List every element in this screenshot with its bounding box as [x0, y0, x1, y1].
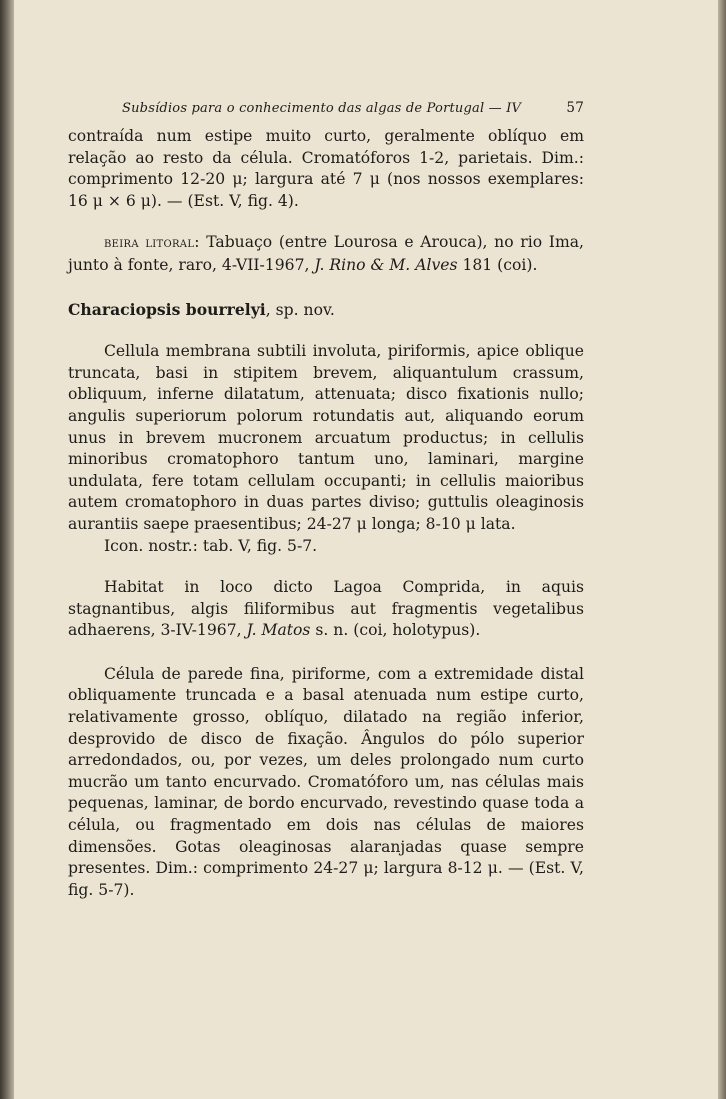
book-page: [14, 0, 718, 1099]
habitat-tail: s. n. (coi, holotypus).: [310, 621, 481, 640]
species-heading: [68, 299, 584, 322]
portuguese-description: Célula de parede fina, piriforme, com a extremidade distal obliquamente truncada e a basal atenuada num estipe curto, relativamente grosso, oblíquo, dilatado na região inferior, desprovido de disco de fixação. Ângulos do pólo superior arredondados, ou, por vezes, um deles prolongado num curto mucrão um tanto encurvado. Cromatóforo um, nas células mais pequenas, laminar, de bordo encurvado, revestindo quase toda a célula, ou fragmentado em dois nas células de maiores dimensões. Gotas oleaginosas alaranjadas quase sempre presentes. Dim.: comprimento 24-27 μ; largura 8-12 μ. — (Est. V, fig. 5-7).: [68, 664, 584, 899]
species-suffix: , sp. nov.: [265, 300, 335, 319]
continued-paragraph: contraída num estipe muito curto, geralmente oblíquo em relação ao resto da célula. Cromatóforos 1-2, parietais. Dim.: comprimento 12-20 μ; largura até 7 μ (nos nossos exemplares: 16 μ × 6 μ). — (Est. V, fig. 4).: [68, 127, 584, 210]
running-header: [68, 96, 584, 118]
icon-reference: Icon. nostr.: tab. V, fig. 5-7.: [104, 536, 318, 555]
region-label: beira litoral: [104, 235, 195, 252]
species-name: Characiopsis bourrelyi: [68, 299, 266, 319]
habitat-text: Habitat in loco dicto Lagoa Comprida, in aquis stagnantibus, algis filiformibus aut fragmentis vegetalibus adhaerens, 3-IV-1967,: [68, 578, 584, 640]
habitat-paragraph: [68, 577, 584, 642]
page-content: [68, 96, 584, 901]
locality-text: : Tabuaço (entre Lourosa e Arouca), no rio Ima, junto à fonte, raro, 4-VII-1967,: [68, 233, 584, 274]
page-number: 57: [566, 100, 584, 116]
collectors: J. Rino & M. Alves: [314, 255, 458, 274]
locality-paragraph: [68, 232, 584, 276]
herbarium-ref: 181 (coi).: [457, 255, 538, 274]
latin-description: Cellula membrana subtili involuta, piriformis, apice oblique truncata, basi in stipitem brevem, aliquantulum crassum, obliquum, inferne dilatatum, attenuata; disco fixationis nullo; angulis superiorum polorum rotundatis aut, aliquando eorum unus in brevem mucronem arcuatum productus; in cellulis minoribus cromatophoro tantum uno, laminari, margine undulata, fere totam cellulam occupanti; in cellulis maioribus autem cromatophoro in duas partes diviso; guttulis oleaginosis aurantiis saepe praesentibus; 24-27 μ longa; 8-10 μ lata.: [68, 342, 584, 533]
running-title: Subsídios para o conhecimento das algas de Portugal — IV: [122, 101, 522, 116]
habitat-collector: J. Matos: [246, 621, 311, 640]
